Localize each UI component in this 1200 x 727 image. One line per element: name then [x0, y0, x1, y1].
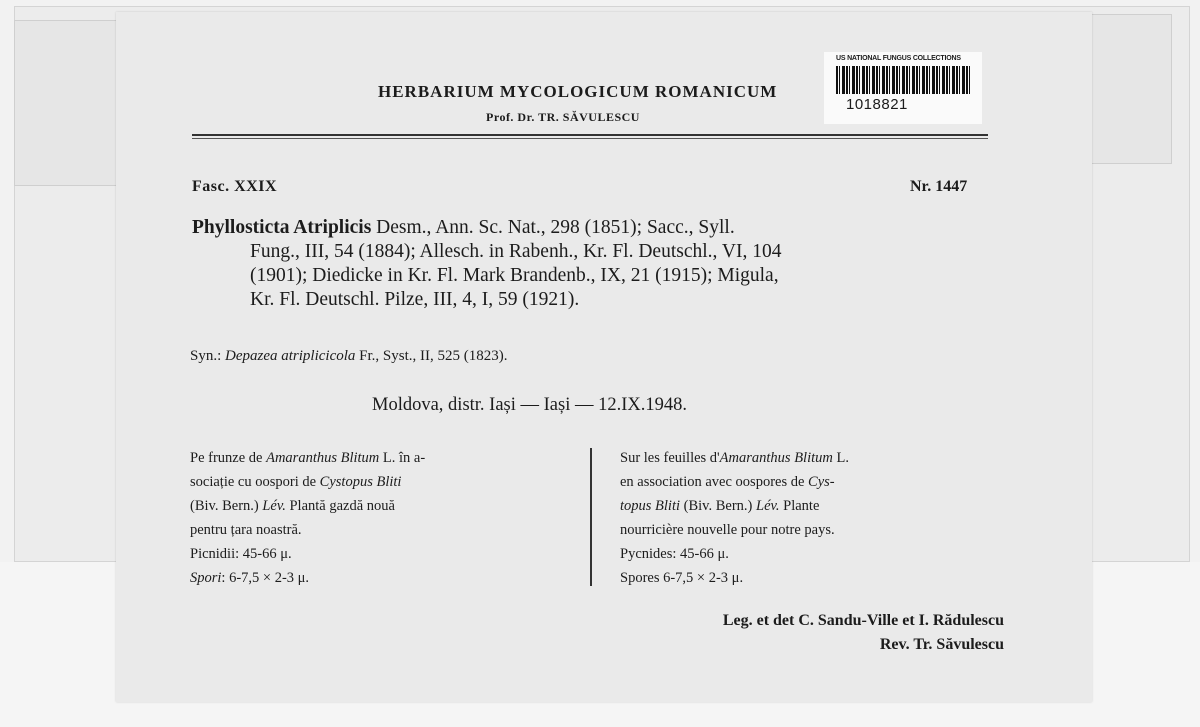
fr-text: Sur les feuilles d' — [620, 450, 720, 466]
fr-text: en association avec oospores de — [620, 474, 809, 490]
ro-text: (Biv. Bern.) — [190, 498, 263, 514]
ro-line-1 — [190, 446, 570, 470]
fr-line-1 — [620, 446, 1004, 470]
ro-line-2 — [190, 470, 570, 494]
citation-line-1 — [192, 216, 992, 240]
header-rule — [192, 134, 988, 139]
fr-parasite-name: topus Bliti — [620, 498, 681, 514]
synonym — [190, 348, 508, 365]
herbarium-editor: Prof. Dr. TR. SĂVULESCU — [486, 110, 640, 124]
ro-line-4: pentru țara noastră. — [190, 522, 302, 538]
citation-line-4: Kr. Fl. Deutschl. Pilze, III, 4, I, 59 (1921). — [250, 289, 580, 310]
fr-text: L. — [832, 450, 849, 466]
ro-text: Plantă gazdă nouă — [285, 498, 395, 514]
ro-spores — [190, 566, 570, 590]
fr-text: Plante — [779, 498, 820, 514]
fr-author: Lév. — [756, 498, 780, 514]
ro-spores-label: Spori — [190, 570, 222, 586]
specimen-number: Nr. 1447 — [910, 178, 968, 195]
synonym-name: Depazea atriplicicola — [225, 348, 356, 364]
ro-pycnidia: Picnidii: 45-66 μ. — [190, 546, 292, 562]
barcode-caption: US NATIONAL FUNGUS COLLECTIONS — [836, 55, 961, 62]
column-divider — [590, 448, 592, 586]
herbarium-label — [116, 12, 1092, 702]
barcode-icon — [836, 66, 970, 94]
fr-line-2 — [620, 470, 1004, 494]
fr-line-4: nourricière nouvelle pour notre pays. — [620, 522, 835, 538]
ro-host-name: Amaranthus Blitum — [266, 450, 380, 466]
fr-spores: Spores 6-7,5 × 2-3 μ. — [620, 570, 744, 586]
packet-flap-left — [14, 20, 118, 186]
barcode-label — [824, 52, 982, 124]
ro-text: sociație cu oospori de — [190, 474, 320, 490]
barcode-number: 1018821 — [846, 96, 908, 113]
packet-flap-right — [1078, 14, 1172, 164]
reviser: Rev. Tr. Săvulescu — [879, 636, 1004, 653]
fr-parasite-name: Cys- — [808, 474, 835, 490]
romanian-description — [190, 446, 570, 590]
citation-line-1-rest: Desm., Ann. Sc. Nat., 298 (1851); Sacc., Syll. — [371, 217, 735, 238]
synonym-rest: Fr., Syst., II, 525 (1823). — [355, 348, 508, 364]
ro-text: Pe frunze de — [190, 450, 267, 466]
species-name: Phyllosticta Atriplicis — [192, 217, 372, 238]
fr-pycnidia: Pycnides: 45-66 μ. — [620, 546, 729, 562]
citation-line-2: Fung., III, 54 (1884); Allesch. in Rabenh., Kr. Fl. Deutschl., VI, 104 — [250, 241, 782, 262]
fascicle-number: Fasc. XXIX — [192, 178, 277, 195]
ro-line-3 — [190, 494, 570, 518]
french-description — [620, 446, 1004, 590]
fr-line-3 — [620, 494, 1004, 518]
locality: Moldova, distr. Iași — Iași — 12.IX.1948. — [372, 395, 687, 415]
ro-spores-value: : 6-7,5 × 2-3 μ. — [221, 570, 310, 586]
herbarium-title: HERBARIUM MYCOLOGICUM ROMANICUM — [378, 82, 778, 101]
ro-author: Lév. — [262, 498, 286, 514]
synonym-prefix: Syn.: — [190, 348, 226, 364]
citation-line-3: (1901); Diedicke in Kr. Fl. Mark Brandenb., IX, 21 (1915); Migula, — [250, 265, 779, 286]
ro-text: L. în a- — [379, 450, 426, 466]
ro-parasite-name: Cystopus Bliti — [319, 474, 402, 490]
fr-text: (Biv. Bern.) — [680, 498, 757, 514]
fr-host-name: Amaranthus Blitum — [719, 450, 833, 466]
species-citation — [192, 216, 992, 312]
collectors: Leg. et det C. Sandu-Ville et I. Rădulescu — [722, 612, 1004, 629]
